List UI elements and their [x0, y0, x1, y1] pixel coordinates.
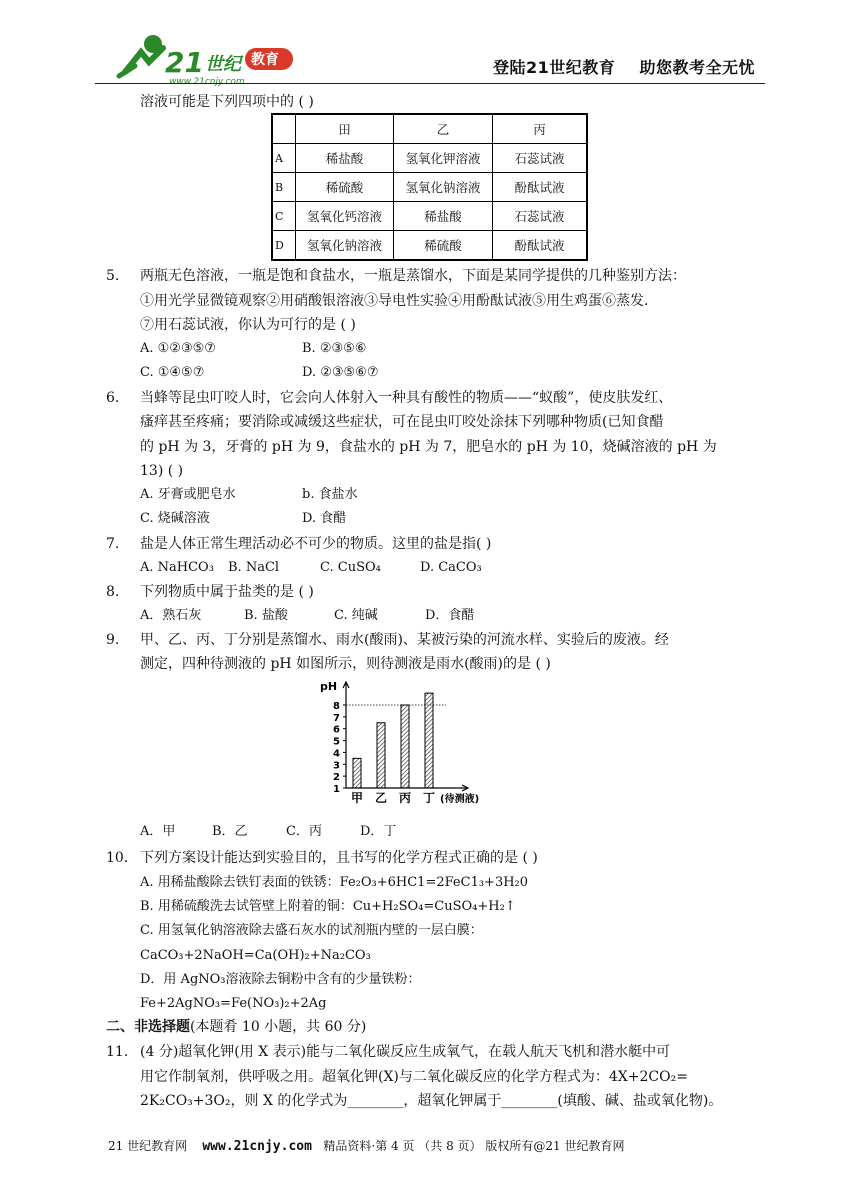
- svg-text:www.21cnjy.com: www.21cnjy.com: [169, 77, 245, 86]
- q6-number: 6.: [106, 390, 120, 406]
- q9-option-b: B．乙: [212, 824, 248, 839]
- q10-option-a: A. 用稀盐酸除去铁钉表面的铁锈：Fe₂O₃+6HC1=2FeC1₃+3H₂0: [140, 875, 529, 890]
- table-header: 丙: [493, 114, 588, 144]
- row-label: C: [272, 202, 296, 231]
- table-row: [272, 173, 587, 202]
- y-tick-label: 6: [333, 724, 340, 736]
- x-tick-label: 乙: [374, 791, 388, 805]
- q9-number: 9.: [106, 632, 120, 648]
- q6-line: 当蜂等昆虫叮咬人时，它会向人体射入一种具有酸性的物质——“蚁酸”，使皮肤发红、: [140, 390, 673, 406]
- y-tick-label: 5: [333, 736, 340, 748]
- q6-line: 的 pH 为 3，牙膏的 pH 为 9，食盐水的 pH 为 7，肥皂水的 pH 为 10，烧碱溶液的 pH 为: [140, 439, 717, 455]
- x-tick-label: 丙: [398, 791, 412, 805]
- x-tick-label: 甲: [350, 791, 364, 805]
- footer-url: www.21cnjy.com: [202, 1139, 312, 1154]
- table-cell: 稀硫酸: [394, 231, 493, 261]
- q10-number: 10．: [106, 850, 138, 866]
- table-row: [272, 144, 587, 173]
- row-label: D: [272, 231, 296, 261]
- q8-option-c: C. 纯碱: [334, 608, 378, 623]
- y-axis-label: pH: [320, 680, 338, 693]
- q5-option-a: A. ①②③⑤⑦: [140, 341, 216, 356]
- table-header: 田: [296, 114, 394, 144]
- table-cell: 稀盐酸: [296, 144, 394, 173]
- q9-option-c: C．丙: [286, 824, 322, 839]
- table-cell: 酚酞试液: [493, 173, 588, 202]
- table-cell: [272, 114, 296, 144]
- q8-option-a: A．熟石灰: [140, 608, 202, 623]
- x-axis-label: (待测液): [440, 794, 480, 805]
- footer-site: 21 世纪教育网: [108, 1139, 188, 1153]
- table-cell: 氢氧化钠溶液: [394, 173, 493, 202]
- q7-number: 7.: [106, 536, 120, 552]
- q8-line: 下列物质中属于盐类的是 ( ): [140, 584, 314, 600]
- q9-line: 甲、乙、丙、丁分别是蒸馏水、雨水(酸雨)、某被污染的河流水样、实验后的废液。经: [140, 632, 669, 648]
- table-cell: 稀盐酸: [394, 202, 493, 231]
- section-subtitle: (本题肴 10 小题，共 60 分): [190, 1019, 367, 1035]
- q10-option-c-equation: CaCO₃+2NaOH=Ca(OH)₂+Na₂CO₃: [140, 948, 371, 963]
- table-cell: 氢氧化钾溶液: [394, 144, 493, 173]
- y-tick-label: 8: [333, 700, 340, 712]
- ph-bar-chart: [318, 676, 488, 806]
- q5-option-d: D. ②③⑤⑥⑦: [302, 365, 379, 380]
- q11-number: 11．: [106, 1044, 138, 1060]
- table-cell: 稀硫酸: [296, 173, 394, 202]
- table-cell: 酚酞试液: [493, 231, 588, 261]
- footer-page-info: 精品资料·第 4 页 （共 8 页） 版权所有@21 世纪教育网: [323, 1139, 625, 1153]
- bar-1: [353, 758, 361, 788]
- y-tick-label: 4: [333, 748, 340, 760]
- q5-line: ①用光学显微镜观察②用硝酸银溶液③导电性实验④用酚酞试液⑤用生鸡蛋⑥蒸发.: [140, 293, 649, 309]
- q8-option-b: B. 盐酸: [244, 608, 288, 623]
- q10-line: 下列方案设计能达到实验目的，且书写的化学方程式正确的是 ( ): [140, 850, 538, 866]
- table-cell: 石蕊试液: [493, 202, 588, 231]
- q6-option-c: C. 烧碱溶液: [140, 511, 210, 526]
- svg-text:21: 21: [165, 46, 204, 79]
- table-header: 乙: [394, 114, 493, 144]
- q7-option-b: B. NaCl: [228, 560, 280, 575]
- 21cnjy-logo: [105, 32, 305, 86]
- q11-line: 用它作制氧剂，供呼吸之用。超氧化钾(X)与二氧化碳反应的化学方程式为：4X+2CO₂=: [140, 1069, 688, 1085]
- row-label: A: [272, 144, 296, 173]
- q7-option-d: D. CaCO₃: [420, 560, 482, 575]
- q11-line: (4 分)超氧化钾(用 X 表示)能与二氧化碳反应生成氧气，在载人航天飞机和潜水艇中可: [140, 1044, 671, 1060]
- q6-option-b: b. 食盐水: [302, 487, 358, 502]
- q5-line: ⑦用石蕊试液，你认为可行的是 ( ): [140, 317, 356, 333]
- bar-4: [425, 693, 433, 788]
- header-divider: [95, 83, 765, 84]
- row-label: B: [272, 173, 296, 202]
- page-footer: [108, 1137, 624, 1154]
- svg-text:世纪: 世纪: [205, 54, 241, 75]
- q6-option-a: A. 牙膏或肥皂水: [140, 487, 236, 502]
- q10-option-b: B. 用稀硫酸洗去试管壁上附着的铜：Cu+H₂SO₄=CuSO₄+H₂↑: [140, 899, 516, 914]
- section-heading: [106, 1016, 366, 1036]
- q10-option-c: C. 用氢氧化钠溶液除去盛石灰水的试剂瓶内壁的一层白膜：: [140, 923, 483, 938]
- q6-option-d: D. 食醋: [302, 511, 347, 526]
- table-row: [272, 202, 587, 231]
- page-header: [95, 22, 765, 86]
- q11-line: 2K₂CO₃+3O₂，则 X 的化学式为________，超氧化钾属于________(填酸、碱、盐或氧化物)。: [140, 1093, 723, 1109]
- q5-number: 5.: [106, 268, 120, 284]
- q10-option-d-equation: Fe+2AgNO₃=Fe(NO₃)₂+2Ag: [140, 996, 327, 1011]
- q9-option-a: A．甲: [140, 824, 176, 839]
- table-cell: 氢氧化钙溶液: [296, 202, 394, 231]
- y-tick-label: 1: [333, 784, 340, 795]
- q8-number: 8.: [106, 584, 120, 600]
- q7-option-a: A. NaHCO₃: [140, 560, 214, 575]
- q9-option-d: D．丁: [360, 824, 397, 839]
- table-cell: 石蕊试液: [493, 144, 588, 173]
- table-cell: 氢氧化钠溶液: [296, 231, 394, 261]
- q5-option-c: C. ①④⑤⑦: [140, 365, 205, 380]
- y-tick-label: 3: [333, 760, 340, 772]
- q4-tail: 溶液可能是下列四项中的 ( ): [140, 94, 314, 110]
- table-row: [272, 231, 587, 261]
- y-tick-label: 2: [333, 772, 340, 784]
- bar-3: [401, 705, 409, 788]
- q9-line: 测定，四种待测液的 pH 如图所示，则待测液是雨水(酸雨)的是 ( ): [140, 656, 551, 672]
- q7-option-c: C. CuSO₄: [320, 560, 381, 575]
- q7-line: 盐是人体正常生理活动必不可少的物质。这里的盐是指( ): [140, 536, 492, 552]
- q10-option-d: D．用 AgNO₃溶液除去铜粉中含有的少量铁粉：: [140, 972, 421, 987]
- header-slogan: 登陆21世纪教育 助您教考全无忧: [492, 58, 755, 77]
- table-row: [272, 114, 587, 144]
- x-tick-label: 丁: [422, 791, 436, 805]
- q8-option-d: D．食醋: [425, 608, 475, 623]
- q6-line: 13) ( ): [140, 463, 184, 479]
- section-title: 二、非选择题: [106, 1019, 190, 1035]
- q5-line: 两瓶无色溶液，一瓶是饱和食盐水，一瓶是蒸馏水，下面是某同学提供的几种鉴别方法：: [140, 268, 686, 284]
- q6-line: 瘙痒甚至疼痛；要消除或减缓这些症状，可在昆虫叮咬处涂抹下列哪种物质(已知食醋: [140, 414, 664, 430]
- bar-2: [377, 723, 385, 788]
- q4-table: [271, 113, 588, 261]
- svg-text:教育: 教育: [251, 52, 279, 68]
- y-tick-label: 7: [333, 712, 340, 724]
- q5-option-b: B. ②③⑤⑥: [302, 341, 367, 356]
